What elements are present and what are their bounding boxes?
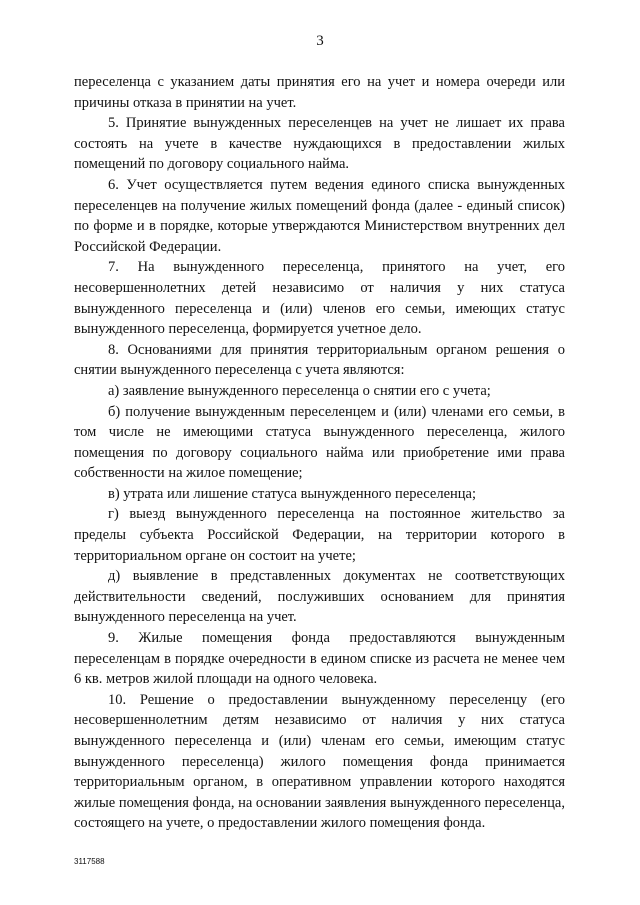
- document-code: 3117588: [74, 857, 105, 866]
- subitem-v: в) утрата или лишение статуса вынужденного переселенца;: [108, 485, 477, 502]
- subitem-g: г) выезд вынужденного переселенца на постоянное жительство за пределы субъекта Российской Федерации, на территории которого в территориальном органе он состоит на учете;: [74, 506, 565, 564]
- paragraph-continuation: переселенца с указанием даты принятия его на учет и номера очереди или причины отказа в принятии на учет.: [74, 74, 565, 111]
- document-body: [74, 72, 565, 834]
- paragraph-item-7: 7. На вынужденного переселенца, принятого на учет, его несовершеннолетних детей независимо от наличия у них статуса вынужденного переселенца и (или) членов его семьи, имеющих статус вынужденного переселенца, формируется учетное дело.: [74, 259, 565, 338]
- paragraph-item-9: 9. Жилые помещения фонда предоставляются вынужденным переселенцам в порядке очередности в едином списке из расчета не менее чем 6 кв. метров жилой площади на одного человека.: [74, 630, 565, 688]
- subitem-b: б) получение вынужденным переселенцем и (или) членами его семьи, в том числе не имеющими статуса вынужденного переселенца, жилого помещения по договору социального найма или приобретение ими права собственности на жилое помещение;: [74, 403, 565, 482]
- paragraph-item-10: 10. Решение о предоставлении вынужденному переселенцу (его несовершеннолетним детям независимо от наличия у них статуса вынужденного переселенца и (или) членам его семьи, имеющим статус вынужденного переселенца) жилого помещения фонда принимается территориальным органом, в оперативном управлении которого находятся жилые помещения фонда, на основании заявления вынужденного переселенца, состоящего на учете, о предоставлении жилого помещения фонда.: [74, 691, 565, 832]
- page-number: 3: [316, 33, 324, 49]
- paragraph-item-5: 5. Принятие вынужденных переселенцев на учет не лишает их права состоять на учете в качестве нуждающихся в предоставлении жилых помещений по договору социального найма.: [74, 115, 565, 173]
- subitem-d: д) выявление в представленных документах не соответствующих действительности сведений, послуживших основанием для принятия вынужденного переселенца на учет.: [74, 568, 565, 626]
- paragraph-item-8: 8. Основаниями для принятия территориальным органом решения о снятии вынужденного переселенца с учета являются:: [74, 341, 565, 379]
- paragraph-item-6: 6. Учет осуществляется путем ведения единого списка вынужденных переселенцев на получение жилых помещений фонда (далее - единый список) по форме и в порядке, которые утверждаются Министерством внутренних дел Российской Федерации.: [74, 176, 565, 255]
- subitem-a: а) заявление вынужденного переселенца о снятии его с учета;: [108, 382, 491, 399]
